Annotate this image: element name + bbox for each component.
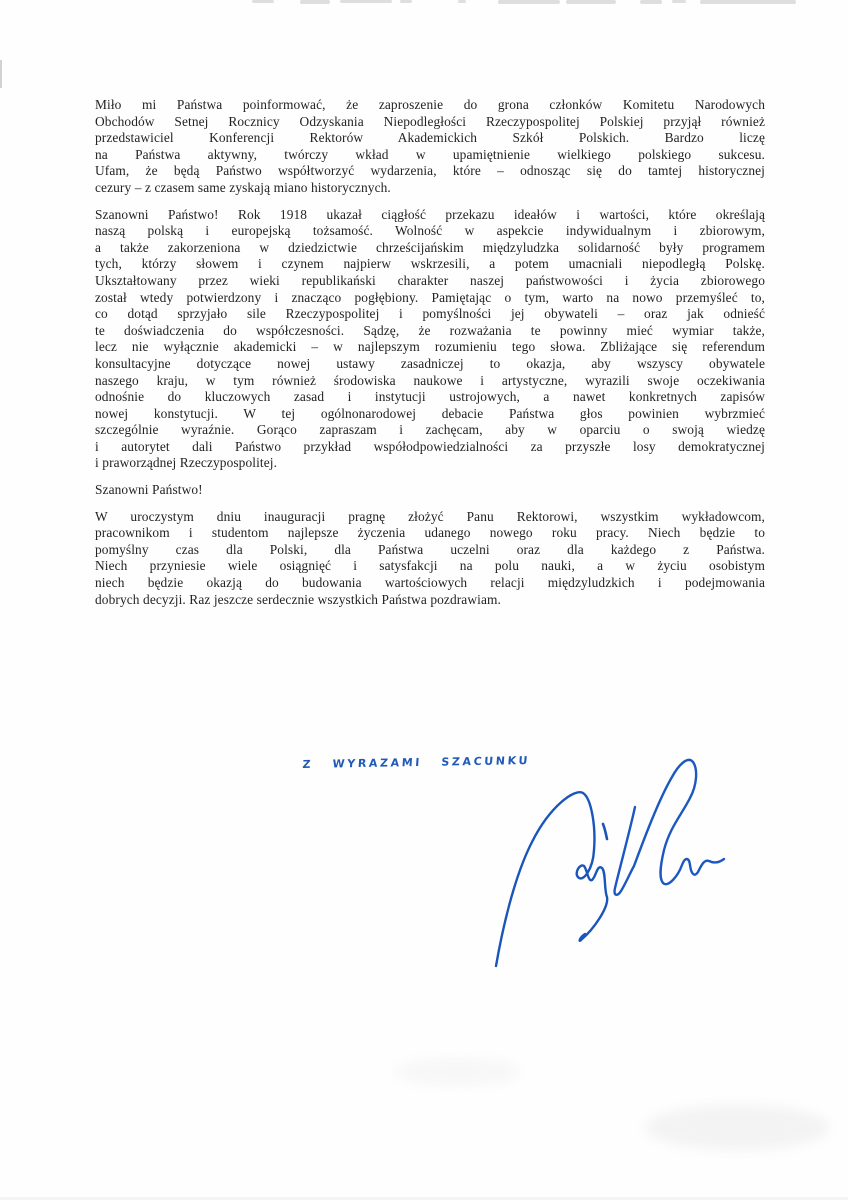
paragraph <box>95 97 765 197</box>
scan-artifact <box>672 0 686 3</box>
text-line: nowej konstytucji. W tej ogólnonarodowej debacie Państwa głos powinien wybrzmieć <box>95 405 765 421</box>
text-line: a także zakorzeniona w dziedzictwie chrześcijańskim międzyludzka solidarność były programem <box>95 239 765 255</box>
signature-ink-strokes <box>468 745 733 970</box>
paragraph <box>95 509 765 609</box>
scan-artifact <box>458 0 466 3</box>
text-line: naszą polską i europejską tożsamość. Wolność w aspekcie indywidualnym i zbiorowym, <box>95 223 765 239</box>
scan-artifact <box>645 1105 830 1150</box>
text-line: Miło mi Państwa poinformować, że zaproszenie do grona członków Komitetu Narodowych <box>95 97 765 112</box>
scan-artifact <box>340 0 392 3</box>
text-line: szczególnie wyraźnie. Gorąco zapraszam i zachęcam, aby w oparciu o swoją wiedzę <box>95 422 765 438</box>
text-line: tych, którzy słowem i czynem najpierw wskrzesili, a potem umacniali niepodległą Polskę. <box>95 256 765 272</box>
handwritten-closing-phrase: Z WYRAZAMI SZACUNKU <box>302 754 531 772</box>
text-line: Ukształtowany przez wieki republikański charakter naszej państwowości i życia zbiorowego <box>95 272 765 288</box>
text-line: został wtedy potwierdzony i znacząco pogłębiony. Pamiętając o tym, warto na nowo przemyśleć to, <box>95 289 765 305</box>
signature-autograph <box>468 745 733 970</box>
scan-artifact <box>700 0 796 4</box>
text-line: i autorytet dali Państwo przykład współodpowiedzialności za przyszłe losy demokratycznej <box>95 438 765 454</box>
scan-artifact <box>640 0 662 4</box>
scan-artifact <box>498 0 560 4</box>
text-line: co dotąd sprzyjało sile Rzeczypospolitej i pomyślności jej obywateli – oraz jak odnieść <box>95 306 765 322</box>
paragraph <box>95 482 765 499</box>
text-line: Niech przyniesie wiele osiągnięć i satysfakcji na polu nauki, a w życiu osobistym <box>95 558 765 574</box>
scan-artifact <box>300 0 330 4</box>
scan-artifact <box>252 0 274 3</box>
text-line: W uroczystym dniu inauguracji pragnę złożyć Panu Rektorowi, wszystkim wykładowcom, <box>95 508 765 524</box>
text-line: naszego kraju, w tym również środowiska naukowe i artystyczne, wyrazili swoje oczekiwania <box>95 372 765 388</box>
text-line: Szanowni Państwo! <box>95 482 203 498</box>
text-line: niech będzie okazją do budowania wartościowych relacji międzyludzkich i podejmowania <box>95 575 765 591</box>
text-line: pomyślny czas dla Polski, dla Państwa uczelni oraz dla każdego z Państwa. <box>95 541 765 557</box>
text-line: konsultacyjne dotyczące nowej ustawy zasadniczej to okazja, aby wszyscy obywatele <box>95 355 765 371</box>
text-line: pracownikom i studentom najlepsze życzenia udanego nowego roku pracy. Niech będzie to <box>95 525 765 541</box>
text-line: Szanowni Państwo! Rok 1918 ukazał ciągłość przekazu ideałów i wartości, które określają <box>95 206 765 222</box>
scan-artifact <box>0 60 2 88</box>
scan-artifact <box>400 0 412 3</box>
text-line: lecz nie wyłącznie akademicki – w najlepszym rozumieniu tego słowa. Zbliżające się referendum <box>95 339 765 355</box>
text-line: te doświadczenia do współczesności. Sądzę, że rozważania te powinny mieć wymiar także, <box>95 322 765 338</box>
scan-artifact <box>395 1058 520 1086</box>
text-line: cezury – z czasem same zyskają miano historycznych. <box>95 179 391 195</box>
text-line: Obchodów Setnej Rocznicy Odzyskania Niepodległości Rzeczypospolitej Polskiej przyjął również <box>95 113 765 129</box>
text-line: Ufam, że będą Państwo współtworzyć wydarzenia, które – odnosząc się do tamtej historycznej <box>95 163 765 179</box>
letter-body <box>95 97 765 618</box>
scan-artifact <box>566 0 616 4</box>
paragraph <box>95 207 765 473</box>
text-line: przedstawiciel Konferencji Rektorów Akademickich Szkół Polskich. Bardzo liczę <box>95 130 765 146</box>
text-line: i praworządnej Rzeczypospolitej. <box>95 455 278 471</box>
text-line: odnośnie do kluczowych zasad i instytucji ustrojowych, a nawet konkretnych zapisów <box>95 389 765 405</box>
text-line: dobrych decyzji. Raz jeszcze serdecznie wszystkich Państwa pozdrawiam. <box>95 591 501 607</box>
text-line: na Państwa aktywny, twórczy wkład w upamiętnienie wielkiego polskiego sukcesu. <box>95 146 765 162</box>
